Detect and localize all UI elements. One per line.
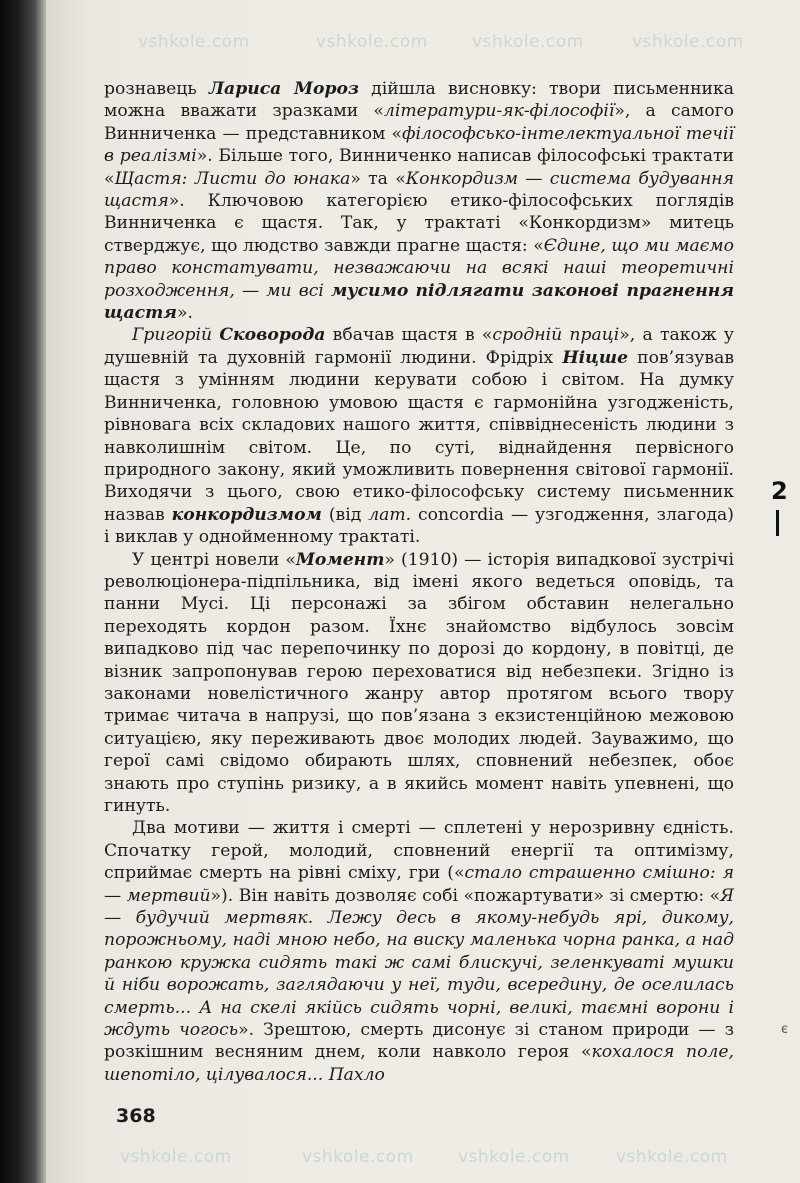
text-run: », а самого Винниченка — представником « <box>104 101 734 144</box>
text-run: Лариса Мороз <box>208 79 359 99</box>
text-run: Григорій <box>132 325 220 346</box>
watermark: vshkole.com <box>472 32 584 52</box>
book-spine-shadow <box>0 0 46 1183</box>
text-run: лат. <box>368 504 412 525</box>
text-run: У центрі новели « <box>132 549 296 570</box>
text-run: » та « <box>350 168 406 189</box>
text-run: » (1910) — історія випадкової зустрічі революціонера-підпільника, від імені якого ведеться оповідь, та панни Мусі. Ці персонажі за збігом обставин нелегально переходять кордон разом. Їхнє знайомство відбулось зовсім випадково під час перепочинку по дорозі до кордону, в повітці, де візник запропонував герою переховатися від небезпеки. Згідно із законами новелістичного жанру автор протягом всього твору тримає читача в напрузі, що пов’язана з екзистенційною межовою ситуацією, яку переживають двоє молодих людей. Зауважимо, що герої самі свідомо обирають шлях, сповнений небезпек, обоє знають про ступінь ризику, а в якийсь момент навіть упевнені, що гинуть. <box>104 549 734 816</box>
text-run: Я — будучий мертвяк. Лежу десь в якому-небудь ярі, дикому, порожньому, наді мною небо, на виску маленька чорна ранка, а над ранкою кружка сидять такі ж самі блискучі, зеленкуваті мушки й ніби ворожать, заглядаючи у неї, туди, всередину, де оселилась смерть... А на скелі якійсь сидять чорні, великі, таємні ворони і ждуть чогось <box>104 885 734 1041</box>
text-run: Момент <box>295 549 385 570</box>
text-run: пов’язував щастя з умінням людини керувати собою і світом. На думку Винниченка, головною умовою щастя є гармонійна узгодженість, рівновага всіх складових нашого життя, співвіднесеність людини з навколишнім світом. Це, по суті, віднайдення первісного природного закону, який уможливить повернення світової гармонії. Виходячи з цього, свою етико-філософську систему письменник назвав <box>104 347 734 525</box>
text-run: », а також у душевній та духовній гармонії людини. Фрідріх <box>104 325 734 368</box>
text-run: concordia — узгодження, злагода) і виклав у однойменному трактаті. <box>104 504 734 548</box>
text-run: стало страшенно смішно: я — мертвий <box>104 863 734 906</box>
section-marker: 2 <box>771 477 788 505</box>
text-run: Щастя: Листи до юнака <box>114 168 351 189</box>
margin-glyph: є <box>781 1022 789 1037</box>
text-run: конкордизмом <box>171 504 322 525</box>
text-run: Конкордизм — система будування щастя <box>104 168 735 212</box>
watermark: vshkole.com <box>632 32 744 52</box>
body-text <box>104 78 734 1086</box>
text-run: сродній праці <box>492 325 620 346</box>
text-run: ». <box>176 303 193 324</box>
text-run: Єдине, що ми маємо право констатувати, незважаючи на всякі наші теоретичні розходження, — ми всі <box>104 235 734 301</box>
text-run: »). Він навіть дозволяє собі «пожартувати» зі смертю: « <box>210 885 721 906</box>
section-marker-bar <box>776 510 779 536</box>
text-run: ». Зрештою, смерть дисонує зі станом природи — з розкішним весняним днем, коли навколо героя « <box>104 1020 734 1063</box>
text-run: Ніцше <box>562 347 629 368</box>
paragraph <box>104 324 734 548</box>
text-run: Два мотиви — життя і смерті — сплетені у нерозривну єдність. Спочатку герой, молодий, сповнений енергії та оптимізму, сприймає смерть на рівні сміху, гри (« <box>104 818 734 884</box>
page-number: 368 <box>116 1105 156 1127</box>
text-run: філософсько-інтелектуальної течії в реалізмі <box>104 123 734 167</box>
paragraph <box>104 549 734 818</box>
paragraph <box>104 78 734 324</box>
watermark: vshkole.com <box>120 1147 232 1167</box>
text-run: ». Ключовою категорією етико-філософських поглядів Винниченка є щастя. Так, у трактаті «Конкордизм» митець стверджує, що людство завжди прагне щастя: « <box>104 191 734 256</box>
watermark: vshkole.com <box>616 1147 728 1167</box>
text-run: рознавець <box>104 79 209 99</box>
text-run: підлягати законові прагнення щастя <box>104 280 734 324</box>
paragraph <box>104 817 734 1086</box>
watermark: vshkole.com <box>302 1147 414 1167</box>
text-run: літератури-як-філософії <box>383 101 615 122</box>
watermark: vshkole.com <box>458 1147 570 1167</box>
text-run: мусимо <box>330 280 409 301</box>
text-run: вбачав щастя в « <box>325 325 493 346</box>
watermark: vshkole.com <box>316 32 428 52</box>
watermark: vshkole.com <box>138 32 250 52</box>
text-run: Сковорода <box>219 325 326 346</box>
text-run: (від <box>321 504 369 525</box>
text-run: кохалося поле, шепотіло, цілувалося... Пахло <box>104 1042 734 1085</box>
text-run: дійшла висновку: твори письменника можна вважати зразками « <box>104 79 734 122</box>
text-run: ». Більше того, Винниченко написав філософські трактати « <box>104 146 734 189</box>
